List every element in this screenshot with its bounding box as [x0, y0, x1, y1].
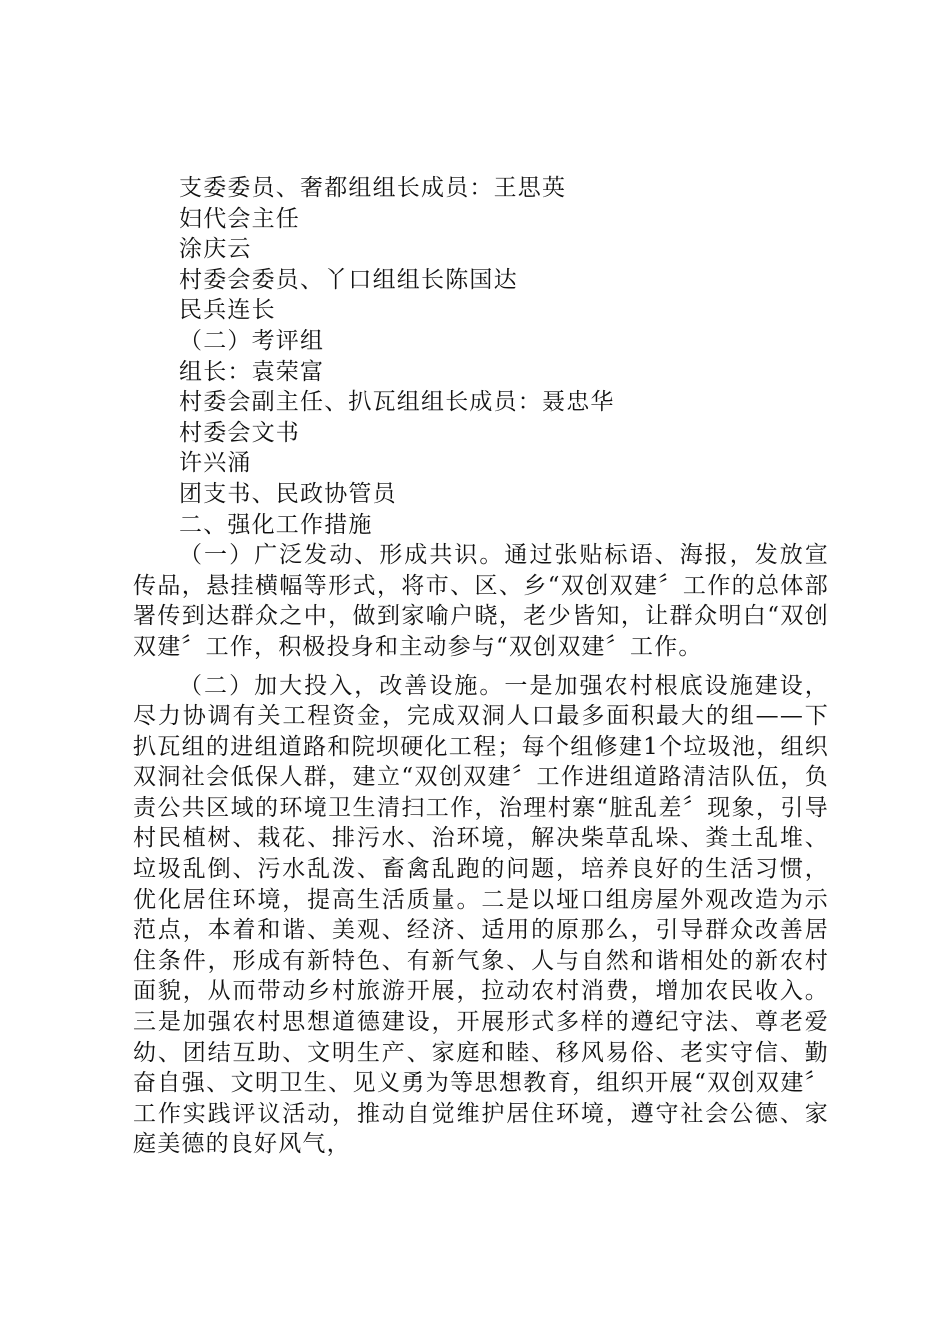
member-line-9: 许兴涌 [179, 450, 252, 477]
member-line-8: 村委会文书 [179, 419, 300, 446]
member-line-7: 村委会副主任、扒瓦组组长成员：聂忠华 [179, 389, 615, 416]
section-heading-measures: 二、强化工作措施 [179, 511, 373, 538]
member-line-5: 民兵连长 [179, 297, 276, 324]
section-heading-evaluation-group: （二）考评组 [179, 327, 325, 354]
paragraph-investment: （二）加大投入，改善设施。一是加强农村根底设施建设，尽力协调有关工程资金，完成双洞人口最多面积最大的组——下扒瓦组的进组道路和院坝硬化工程；每个组修建1个垃圾池，组织双洞社会低保人群，建立“双创双建〞工作进组道路清洁队伍，负责公共区域的环境卫生清扫工作，治理村寨“脏乱差〞现象，引导村民植树、栽花、排污水、治环境，解决柴草乱垛、粪土乱堆、垃圾乱倒、污水乱泼、畜禽乱跑的问题，培养良好的生活习惯，优化居住环境，提高生活质量。二是以垭口组房屋外观改造为示范点，本着和谐、美观、经济、适用的原那么，引导群众改善居住条件，形成有新特色、有新气象、人与自然和谐相处的新农村面貌，从而带动乡村旅游开展，拉动农村消费，增加农民收入。三是加强农村思想道德建设，开展形式多样的遵纪守法、尊老爱幼、团结互助、文明生产、家庭和睦、移风易俗、老实守信、勤奋自强、文明卫生、见义勇为等思想教育，组织开展“双创双建〞工作实践评议活动，推动自觉维护居住环境，遵守社会公德、家庭美德的良好风气， [133, 672, 829, 1158]
paragraph-mobilization: （一）广泛发动、形成共识。通过张贴标语、海报，发放宣传品，悬挂横幅等形式，将市、区、乡“双创双建〞工作的总体部署传到达群众之中，做到家喻户晓，老少皆知，让群众明白“双创双建〞工作，积极投身和主动参与“双创双建〞工作。 [133, 542, 829, 660]
member-line-3: 涂庆云 [179, 236, 252, 263]
member-line-2: 妇代会主任 [179, 205, 300, 232]
member-line-4: 村委会委员、丫口组组长陈国达 [179, 266, 518, 293]
member-line-10: 团支书、民政协管员 [179, 480, 397, 507]
document-body [133, 173, 829, 1160]
member-line-6: 组长：袁荣富 [179, 358, 325, 385]
member-line-1: 支委委员、奢都组组长成员：王思英 [179, 175, 567, 201]
